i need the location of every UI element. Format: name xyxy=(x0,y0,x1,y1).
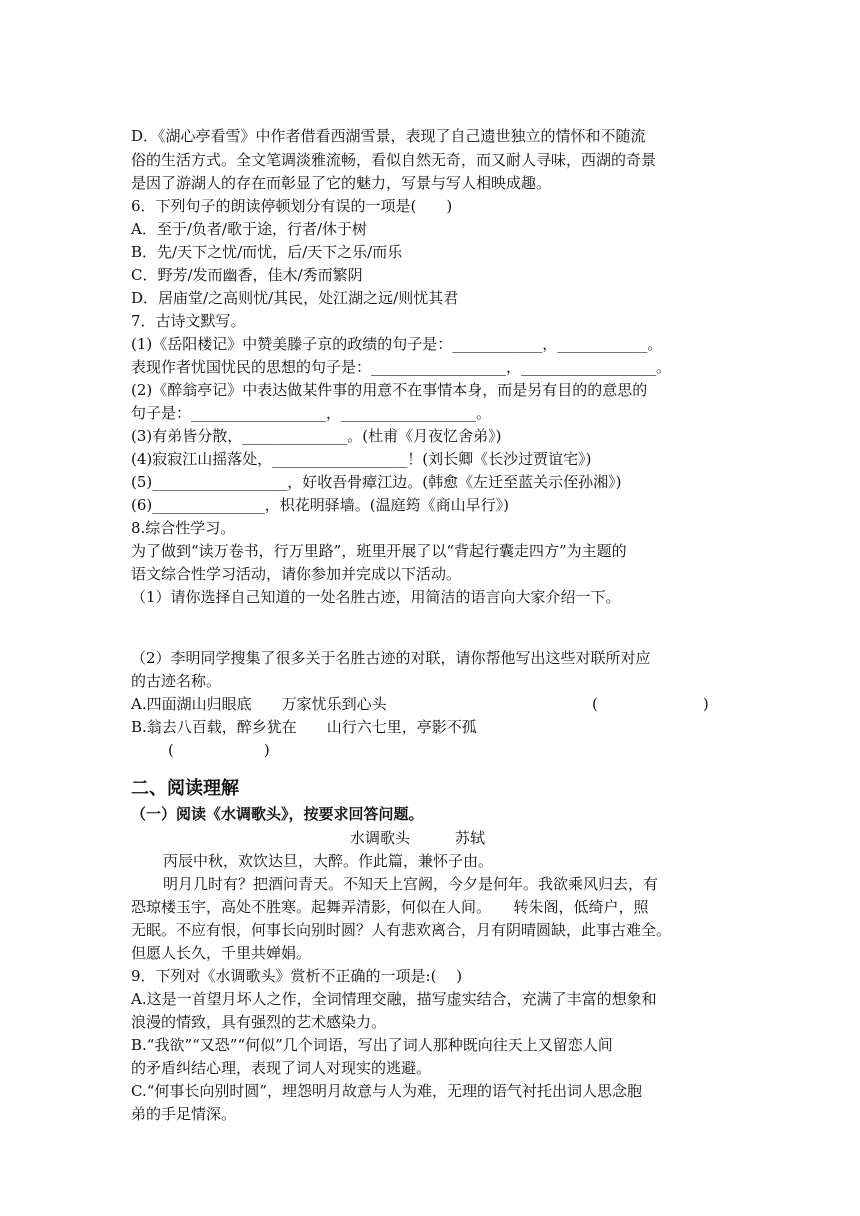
q8-part-1: （1）请你选择自己知道的一处名胜古迹，用简洁的语言向大家介绍一下。 xyxy=(131,588,621,606)
poem-line: 恐琼楼玉宇，高处不胜寒。起舞弄清影，何似在人间。 转朱阁，低绮户，照 xyxy=(131,898,649,916)
q6-option-d: D．居庙堂/之高则忧/其民，处江湖之远/则忧其君 xyxy=(131,289,459,307)
q7-line: (4)寂寂江山摇落处，__________________！(刘长卿《长沙过贾谊宅》) xyxy=(131,450,592,468)
q7-line: (3)有弟皆分散，______________。(杜甫《月夜忆舍弟》) xyxy=(131,427,502,445)
q7-line: (5)__________________，好收吾骨瘴江边。(韩愈《左迁至蓝关示侄孙湘》) xyxy=(131,473,622,491)
q9-line: C.“何事长向别时圆”，埋怨明月故意与人为难，无理的语气衬托出词人思念胞 xyxy=(131,1082,643,1100)
q6-option-b: B．先/天下之忧/而忧，后/天下之乐/而乐 xyxy=(131,243,403,261)
q9-line: B.“我欲”“又恐”“何似”几个词语，写出了词人那种既向往天上又留恋人间 xyxy=(131,1036,613,1054)
q8-part-2: （2）李明同学搜集了很多关于名胜古迹的对联，请你帮他写出这些对联所对应 xyxy=(131,649,651,667)
question-7-stem: 7．古诗文默写。 xyxy=(131,312,246,330)
q8-part-2: 的古迹名称。 xyxy=(131,672,222,690)
q8-intro-line: 语文综合性学习活动，请你参加并完成以下活动。 xyxy=(131,565,462,583)
q5-option-d-line: D．《湖心亭看雪》中作者借看西湖雪景，表现了自己遗世独立的情怀和不随流 xyxy=(131,127,646,145)
poem-line: 明月几时有？把酒问青天。不知天上宫阙，今夕是何年。我欲乘风归去，有 xyxy=(163,875,659,893)
couplet-a-answer-blank: ( ) xyxy=(592,695,709,713)
couplet-a: A.四面湖山归眼底 万家忧乐到心头 xyxy=(131,695,387,713)
q7-line: (6)_______________，枳花明驿墙。(温庭筠《商山早行》) xyxy=(131,496,509,514)
subsection-heading: （一）阅读《水调歌头》，按要求回答问题。 xyxy=(131,805,424,823)
poem-preface: 丙辰中秋，欢饮达旦，大醉。作此篇，兼怀子由。 xyxy=(163,852,494,870)
poem-line: 但愿人长久，千里共婵娟。 xyxy=(131,944,312,962)
q7-line: (1)《岳阳楼记》中赞美滕子京的政绩的句子是：____________，____________。 xyxy=(131,335,663,353)
q5-option-d-line: 俗的生活方式。全文笔调淡雅流畅，看似自然无奇，而又耐人寻味，西湖的奇景 xyxy=(131,151,657,169)
question-8-stem: 8.综合性学习。 xyxy=(131,519,236,537)
q7-line: (2)《醉翁亭记》中表达做某件事的用意不在事情本身，而是另有目的的意思的 xyxy=(131,381,648,399)
q6-option-a: A．至于/负者/歌于途，行者/休于树 xyxy=(131,220,367,238)
q9-line: 的矛盾纠结心理，表现了词人对现实的逃避。 xyxy=(131,1059,432,1077)
poem-title: 水调歌头 苏轼 xyxy=(350,829,486,847)
q5-option-d-line: 是因了游湖人的存在而彰显了它的魅力，写景与写人相映成趣。 xyxy=(131,174,552,192)
q6-option-c: C．野芳/发而幽香，佳木/秀而繁阴 xyxy=(131,266,363,284)
q7-line: 句子是：__________________，__________________。 xyxy=(131,404,492,422)
poem-line: 无眠。不应有恨，何事长向别时圆？人有悲欢离合，月有阴晴圆缺，此事古难全。 xyxy=(131,921,672,939)
q7-line: 表现作者忧国忧民的思想的句子是：__________________，__________________。 xyxy=(131,358,672,376)
q9-line: 弟的手足情深。 xyxy=(131,1105,237,1123)
couplet-b: B.翁去八百载，醉乡犹在 山行六七里，亭影不孤 xyxy=(131,718,477,736)
q8-intro-line: 为了做到“读万卷书，行万里路”，班里开展了以“背起行囊走四方”为主题的 xyxy=(131,542,627,560)
q9-line: A.这是一首望月坏人之作，全词情理交融，描写虚实结合，充满了丰富的想象和 xyxy=(131,990,657,1008)
question-9-stem: 9．下列对《水调歌头》赏析不正确的一项是:( ) xyxy=(131,967,463,985)
couplet-b-answer-blank: ( ) xyxy=(168,741,270,759)
section-heading: 二、阅读理解 xyxy=(131,778,239,799)
q9-line: 浪漫的情致，具有强烈的艺术感染力。 xyxy=(131,1013,387,1031)
question-6-stem: 6．下列句子的朗读停顿划分有误的一项是( ) xyxy=(131,197,453,215)
